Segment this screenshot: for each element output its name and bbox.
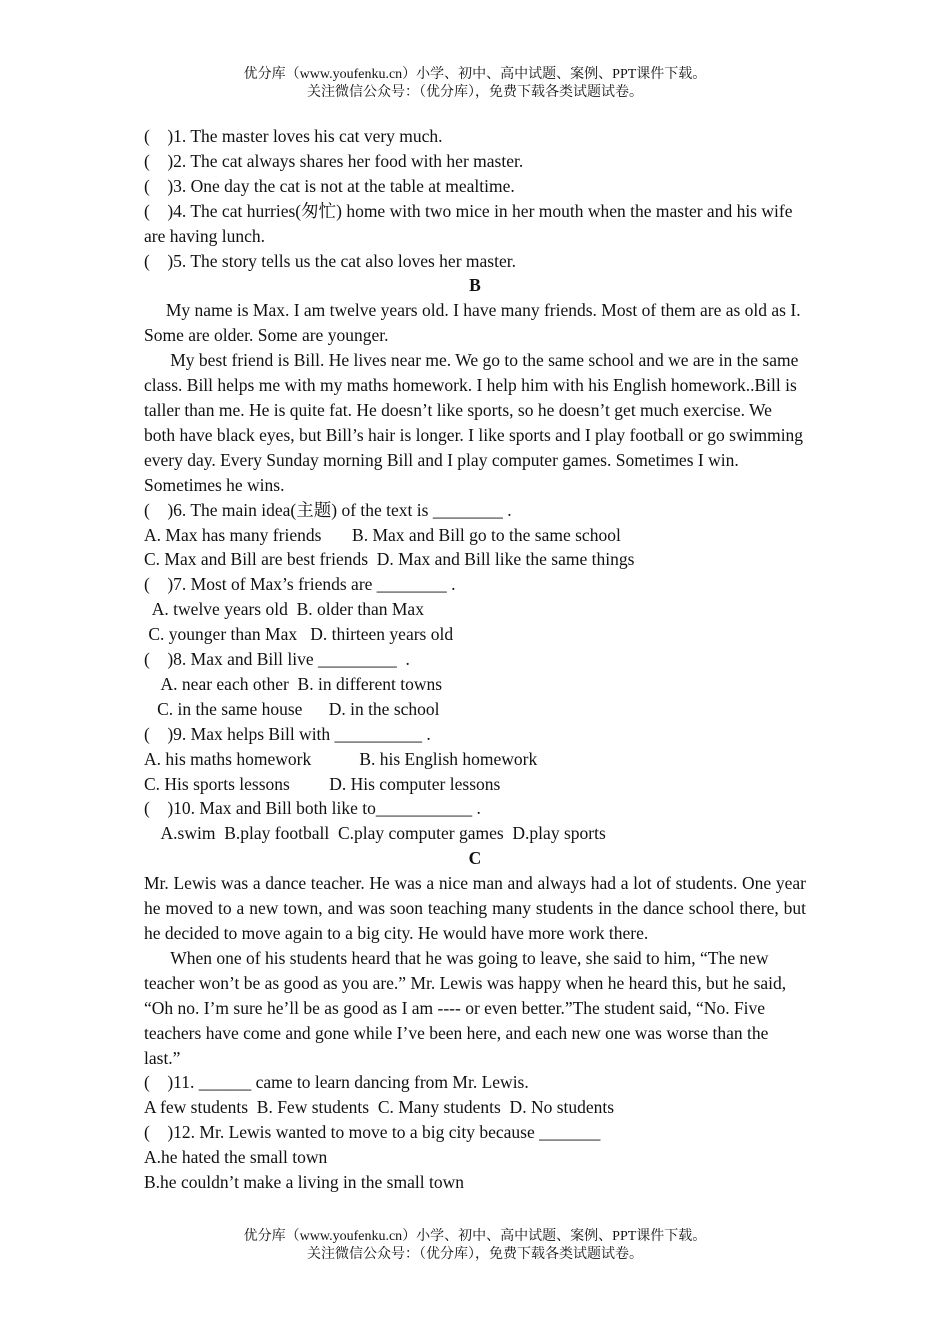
question-9-options-2: C. His sports lessons D. His computer lessons	[144, 773, 501, 794]
page-footer	[0, 1228, 950, 1264]
question-1: ( )1. The master loves his cat very much.	[144, 126, 443, 146]
section-c-paragraph-2: When one of his students heard that he was going to leave, she said to him, “The new teacher won’t be as good as you are.” Mr. Lewis was happy when he heard this, but he said, “Oh no. I’m sure he’ll be as good as I am ---- or even better.”The student said, “No. Five teachers have come and gone while I’ve been here, and each new one was worse than the last.”	[144, 947, 791, 1068]
header-line-1: 优分库（www.youfenku.cn）小学、初中、高中试题、案例、PPT课件下载。	[243, 67, 707, 82]
section-b-heading: B	[469, 275, 481, 296]
question-3: ( )3. One day the cat is not at the table at mealtime.	[144, 175, 515, 196]
question-10: ( )10. Max and Bill both like to___________ .	[144, 798, 481, 819]
question-11-options: A few students B. Few students C. Many students D. No students	[144, 1097, 615, 1118]
question-12: ( )12. Mr. Lewis wanted to move to a big city because _______	[144, 1122, 601, 1143]
question-11: ( )11. ______ came to learn dancing from Mr. Lewis.	[144, 1072, 529, 1093]
question-12-option-b: B.he couldn’t make a living in the small town	[144, 1172, 464, 1193]
section-c-paragraph-1: Mr. Lewis was a dance teacher. He was a nice man and always had a lot of students. One year he moved to a new town, and was soon teaching many students in the dance school there, but he decided to move again to a big city. He would have more work there.	[144, 873, 806, 943]
question-6: ( )6. The main idea(主题) of the text is ________ .	[144, 499, 512, 520]
question-4: ( )4. The cat hurries(匆忙) home with two mice in her mouth when the master and his wife are having lunch.	[144, 200, 797, 246]
question-7: ( )7. Most of Max’s friends are ________ .	[144, 574, 456, 595]
page-header	[0, 66, 950, 102]
question-8-options-2: C. in the same house D. in the school	[144, 698, 440, 719]
question-9-options-1: A. his maths homework B. his English homework	[144, 748, 538, 769]
question-7-options-1: A. twelve years old B. older than Max	[144, 599, 424, 620]
question-6-options-2: C. Max and Bill are best friends D. Max and Bill like the same things	[144, 549, 635, 570]
section-b-paragraph-1: My name is Max. I am twelve years old. I have many friends. Most of them are as old as I. Some are older. Some are younger.	[144, 300, 805, 346]
footer-line-2: 关注微信公众号：（优分库），免费下载各类试题试卷。	[307, 1247, 643, 1262]
question-12-option-a: A.he hated the small town	[144, 1147, 328, 1168]
header-line-2: 关注微信公众号：（优分库），免费下载各类试题试卷。	[307, 85, 643, 100]
question-5: ( )5. The story tells us the cat also loves her master.	[144, 250, 516, 271]
section-c-heading: C	[468, 848, 482, 869]
worksheet-body	[144, 124, 806, 1195]
question-10-options: A.swim B.play football C.play computer games D.play sports	[144, 823, 606, 844]
footer-line-1: 优分库（www.youfenku.cn）小学、初中、高中试题、案例、PPT课件下载。	[243, 1229, 707, 1244]
question-6-options-1: A. Max has many friends B. Max and Bill go to the same school	[144, 524, 621, 545]
question-8: ( )8. Max and Bill live _________ .	[144, 649, 410, 670]
question-9: ( )9. Max helps Bill with __________ .	[144, 723, 431, 744]
question-7-options-2: C. younger than Max D. thirteen years old	[144, 624, 454, 645]
section-b-paragraph-2: My best friend is Bill. He lives near me. We go to the same school and we are in the same class. Bill helps me with my maths homework. I help him with his English homework..Bill is taller than me. He is quite fat. He doesn’t like sports, so he doesn’t get much exercise. We both have black eyes, but Bill’s hair is longer. I like sports and I play football or go swimming every day. Every Sunday morning Bill and I play computer games. Sometimes I win. Sometimes he wins.	[144, 350, 808, 495]
question-2: ( )2. The cat always shares her food with her master.	[144, 150, 524, 171]
question-8-options-1: A. near each other B. in different towns	[144, 673, 443, 694]
